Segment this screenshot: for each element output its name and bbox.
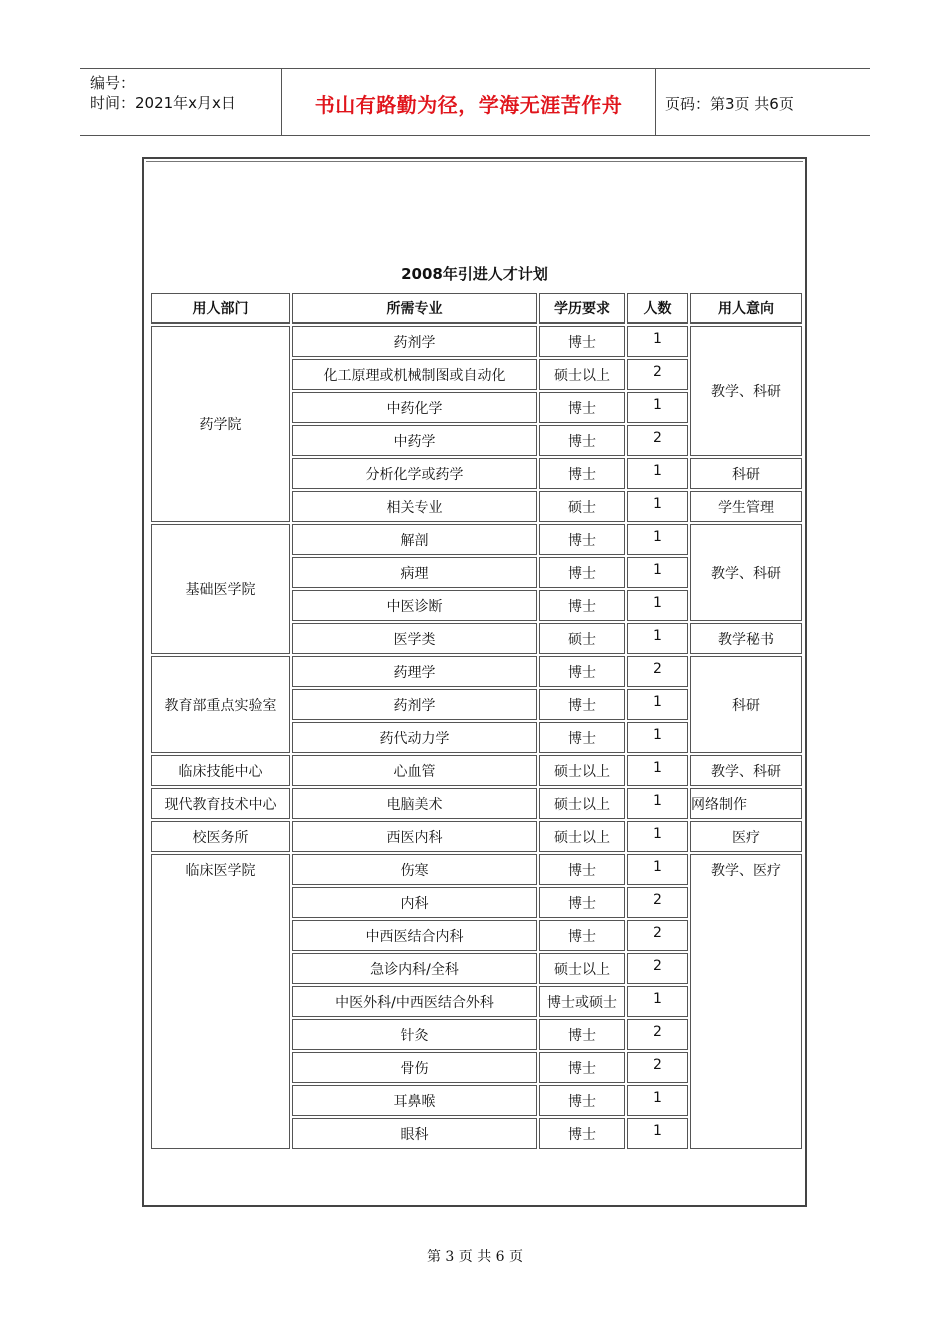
degree-cell: 硕士 <box>539 623 625 654</box>
header-page-indicator: 页码：第3页 共6页 <box>665 94 794 113</box>
degree-cell: 博士 <box>539 392 625 423</box>
degree-cell: 硕士以上 <box>539 788 625 819</box>
count-cell: 2 <box>627 425 688 456</box>
document-time-label: 时间：2021年x月x日 <box>90 94 236 112</box>
major-cell: 药理学 <box>292 656 537 687</box>
major-cell: 化工原理或机械制图或自动化 <box>292 359 537 390</box>
department-cell: 临床技能中心 <box>151 755 290 786</box>
table-row <box>151 788 802 819</box>
header-motto: 书山有路勤为径，学海无涯苦作舟 <box>314 92 623 117</box>
intent-cell: 科研 <box>690 656 802 753</box>
major-cell: 急诊内科/全科 <box>292 953 537 984</box>
count-cell: 2 <box>627 953 688 984</box>
count-cell: 1 <box>627 1118 688 1149</box>
major-cell: 中药化学 <box>292 392 537 423</box>
degree-cell: 博士 <box>539 458 625 489</box>
count-cell: 2 <box>627 359 688 390</box>
major-cell: 中医外科/中西医结合外科 <box>292 986 537 1017</box>
major-cell: 中西医结合内科 <box>292 920 537 951</box>
major-cell: 心血管 <box>292 755 537 786</box>
intent-cell: 教学、科研 <box>690 755 802 786</box>
degree-cell: 博士 <box>539 590 625 621</box>
degree-cell: 硕士以上 <box>539 359 625 390</box>
frame-inner-line <box>146 161 803 162</box>
degree-cell: 博士 <box>539 689 625 720</box>
degree-cell: 博士 <box>539 887 625 918</box>
table-body <box>151 326 802 1149</box>
degree-cell: 硕士以上 <box>539 953 625 984</box>
count-cell: 2 <box>627 656 688 687</box>
column-header-department: 用人部门 <box>151 293 290 324</box>
table-row <box>151 755 802 786</box>
degree-cell: 博士 <box>539 326 625 357</box>
major-cell: 药剂学 <box>292 689 537 720</box>
department-cell: 教育部重点实验室 <box>151 656 290 753</box>
major-cell: 病理 <box>292 557 537 588</box>
degree-cell: 博士 <box>539 1085 625 1116</box>
major-cell: 医学类 <box>292 623 537 654</box>
header-meta <box>90 73 236 113</box>
degree-cell: 博士 <box>539 656 625 687</box>
intent-cell: 教学秘书 <box>690 623 802 654</box>
degree-cell: 博士或硕士 <box>539 986 625 1017</box>
count-cell: 1 <box>627 524 688 555</box>
degree-cell: 硕士以上 <box>539 821 625 852</box>
major-cell: 药代动力学 <box>292 722 537 753</box>
department-cell: 药学院 <box>151 326 290 522</box>
major-cell: 解剖 <box>292 524 537 555</box>
count-cell: 1 <box>627 689 688 720</box>
table-header-row <box>151 293 802 324</box>
document-number-label: 编号： <box>90 74 136 92</box>
intent-cell: 科研 <box>690 458 802 489</box>
major-cell: 分析化学或药学 <box>292 458 537 489</box>
count-cell: 1 <box>627 590 688 621</box>
intent-cell: 网络制作 <box>690 788 802 819</box>
degree-cell: 博士 <box>539 1052 625 1083</box>
count-cell: 1 <box>627 986 688 1017</box>
degree-cell: 博士 <box>539 1019 625 1050</box>
intent-cell: 教学、科研 <box>690 524 802 621</box>
degree-cell: 博士 <box>539 425 625 456</box>
major-cell: 西医内科 <box>292 821 537 852</box>
degree-cell: 博士 <box>539 722 625 753</box>
major-cell: 中医诊断 <box>292 590 537 621</box>
major-cell: 内科 <box>292 887 537 918</box>
table-row <box>151 524 802 555</box>
count-cell: 1 <box>627 755 688 786</box>
major-cell: 药剂学 <box>292 326 537 357</box>
count-cell: 1 <box>627 788 688 819</box>
count-cell: 1 <box>627 557 688 588</box>
intent-cell: 学生管理 <box>690 491 802 522</box>
column-header-degree: 学历要求 <box>539 293 625 324</box>
count-cell: 1 <box>627 392 688 423</box>
department-cell: 基础医学院 <box>151 524 290 654</box>
count-cell: 1 <box>627 854 688 885</box>
major-cell: 相关专业 <box>292 491 537 522</box>
column-header-major: 所需专业 <box>292 293 537 324</box>
degree-cell: 博士 <box>539 557 625 588</box>
talent-plan-table <box>149 291 804 1151</box>
major-cell: 耳鼻喉 <box>292 1085 537 1116</box>
count-cell: 1 <box>627 326 688 357</box>
header-divider <box>655 69 656 135</box>
count-cell: 1 <box>627 821 688 852</box>
department-cell: 校医务所 <box>151 821 290 852</box>
degree-cell: 硕士以上 <box>539 755 625 786</box>
degree-cell: 博士 <box>539 524 625 555</box>
column-header-count: 人数 <box>627 293 688 324</box>
count-cell: 2 <box>627 887 688 918</box>
count-cell: 2 <box>627 1052 688 1083</box>
intent-cell: 医疗 <box>690 821 802 852</box>
count-cell: 1 <box>627 1085 688 1116</box>
count-cell: 2 <box>627 1019 688 1050</box>
major-cell: 中药学 <box>292 425 537 456</box>
major-cell: 针灸 <box>292 1019 537 1050</box>
count-cell: 2 <box>627 920 688 951</box>
department-cell: 临床医学院 <box>151 854 290 1149</box>
degree-cell: 博士 <box>539 1118 625 1149</box>
table-row <box>151 854 802 885</box>
page-footer: 第 3 页 共 6 页 <box>426 1249 524 1265</box>
count-cell: 1 <box>627 722 688 753</box>
degree-cell: 博士 <box>539 854 625 885</box>
intent-cell: 教学、医疗 <box>690 854 802 1149</box>
intent-cell: 教学、科研 <box>690 326 802 456</box>
document-title: 2008年引进人才计划 <box>401 265 548 283</box>
count-cell: 1 <box>627 623 688 654</box>
count-cell: 1 <box>627 458 688 489</box>
major-cell: 电脑美术 <box>292 788 537 819</box>
table-row <box>151 656 802 687</box>
table-row <box>151 326 802 357</box>
table-row <box>151 821 802 852</box>
degree-cell: 硕士 <box>539 491 625 522</box>
column-header-intent: 用人意向 <box>690 293 802 324</box>
major-cell: 眼科 <box>292 1118 537 1149</box>
count-cell: 1 <box>627 491 688 522</box>
major-cell: 骨伤 <box>292 1052 537 1083</box>
department-cell: 现代教育技术中心 <box>151 788 290 819</box>
degree-cell: 博士 <box>539 920 625 951</box>
page-header <box>80 68 870 136</box>
major-cell: 伤寒 <box>292 854 537 885</box>
